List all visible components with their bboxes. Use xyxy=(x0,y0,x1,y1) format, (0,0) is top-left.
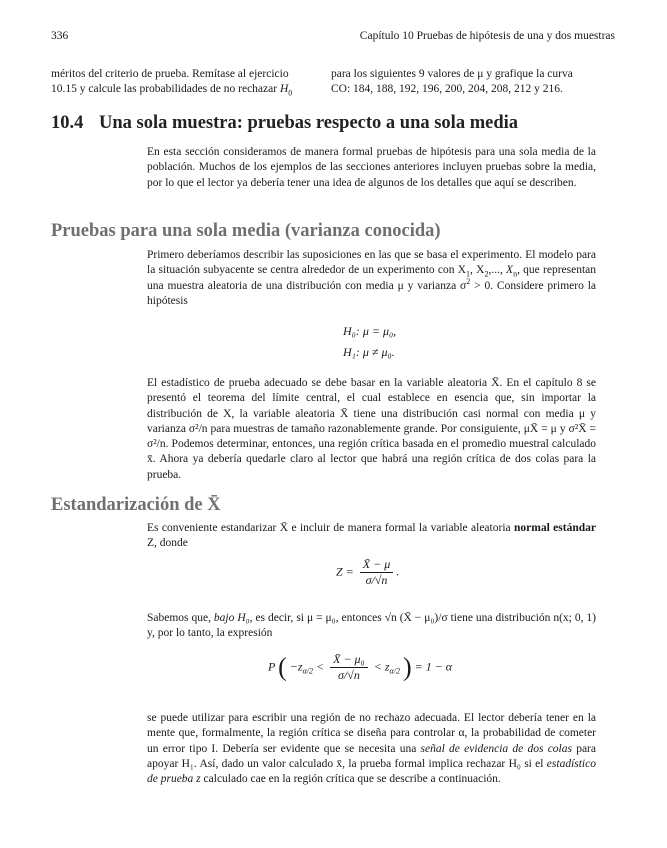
probability-equation: P ( $-z_{\alpha/2}$ < $\frac{\text{X̄ − μ₀}}{\sigma/√n}$ < $z_{\alpha/2}$ ) = 1 − α xyxy=(268,652,453,682)
text-run: calculado cae en la región crítica que se describe a continuación. xyxy=(200,773,501,786)
section-title xyxy=(51,113,518,134)
text-run: > 0. Considere primero la hipótesis xyxy=(147,279,596,307)
text-run: Sabemos que, xyxy=(147,612,214,624)
z-lhs: Z = xyxy=(336,564,354,579)
text-run: Primero deberíamos describir las suposiciones en las que se basa el experimento. El modelo para la situación subyacente se centra alrededor de un experimento con X xyxy=(147,249,596,277)
page-number: 336 xyxy=(51,30,69,42)
exercise-line xyxy=(51,82,321,97)
section-title-text: Una sola muestra: pruebas respecto a una sola media xyxy=(99,113,518,133)
text-run: para apoyar H₁. Así, dado un valor calculado x̄, la prueba formal implica rechazar H₀ si el xyxy=(147,742,596,770)
italic-term: señal de evidencia de dos colas xyxy=(420,742,572,755)
exercise-line-text: 10.15 y calcule las probabilidades de no rechazar xyxy=(51,83,278,95)
assumptions-paragraph: Primero deberíamos describir las suposiciones en las que se basa el experimento. El modelo para la situación subyacente se centra alrededor de un experimento con $X_1$, $X_2$,..., $X_n$, que representan una muestra aleatoria de una distribución con media μ y varianza $\sigma^2 > 0$. Considere primero la hipótesis xyxy=(147,249,597,307)
text-run: ,..., xyxy=(488,264,503,277)
exercise-text-left xyxy=(51,67,321,97)
alpha-sub: α/2 xyxy=(389,666,400,676)
p-fraction xyxy=(330,652,368,683)
text-run: se puede utilizar para escribir una región de no rechazo adecuada. El lector debería tener en la mente que, formalmente, la región crítica se diseña para controlar α, la probabilidad de cometer un error tipo I. Debería ser evidente que se necesita una xyxy=(147,712,596,755)
z-fraction xyxy=(360,557,393,588)
p-denominator: σ/√n xyxy=(338,668,360,682)
standardize-paragraph xyxy=(147,521,596,552)
alt-hypothesis-equation: H₁: μ ≠ μ₀. xyxy=(343,345,395,359)
italic-term: bajo H₀ xyxy=(213,612,250,624)
under-h0-paragraph xyxy=(147,611,596,642)
exercise-line: méritos del criterio de prueba. Remítase al ejercicio xyxy=(51,68,289,80)
alpha-sub: α/2 xyxy=(302,666,313,676)
chapter-heading: Capítulo 10 Pruebas de hipótesis de una y dos muestras xyxy=(359,30,615,42)
p-symbol: P xyxy=(268,659,276,674)
text-run: X xyxy=(506,264,514,277)
z-numerator: X̄ − μ xyxy=(360,557,393,573)
section-intro: En esta sección consideramos de manera formal pruebas de hipótesis para una sola media de la población. Muchos de los ejemplos de las secciones anteriores incluyen pruebas sobre la media, por lo que el lector ya debería tener una idea de algunos de los detalles que aquí se describen. xyxy=(147,146,596,189)
text-run: Es conveniente estandarizar X̄ e incluir de manera formal la variable aleatoria xyxy=(147,522,515,534)
exercise-text-right xyxy=(331,67,615,97)
h0-subscript: 0 xyxy=(288,88,293,98)
text-run: Z, donde xyxy=(147,537,188,550)
z-end: . xyxy=(396,564,400,579)
italic-term: estadístico de prueba z xyxy=(147,757,596,786)
h0-symbol: H xyxy=(279,83,289,95)
rejection-region-paragraph xyxy=(147,711,596,787)
bold-term: normal estándar xyxy=(514,522,596,534)
text-run: , es decir, si μ = μ₀, entonces √n (X̄ − μ₀)/σ tiene una distribución n(x; 0, 1) y, por lo tanto, la expresión xyxy=(147,612,596,640)
text-run: , que representan una muestra aleatoria de una distribución con media μ y varianza σ xyxy=(147,264,597,292)
exercise-line: CO: 184, 188, 192, 196, 200, 204, 208, 212 y 216. xyxy=(331,83,563,95)
test-statistic-paragraph: El estadístico de prueba adecuado se debe basar en la variable aleatoria X̄. En el capítulo 8 se presentó el teorema del límite central, el cual establece en esencia que, sin importar la distribución de X, la variable aleatoria X̄ tiene una distribución casi normal con media μ y varianza σ²/n para muestras de tamaño razonablemente grande. Por consiguiente, μX̄ = μ y σ²X̄ = σ²/n. Podemos determinar, entonces, una región crítica basada en el promedio muestral calculado x̄. Ahora ya debería quedarle claro al lector que habrá una región crítica de dos colas para la prueba. xyxy=(147,377,596,481)
p-rhs: = 1 − α xyxy=(414,659,453,674)
running-head xyxy=(51,30,615,46)
subsection-title-standardization: Estandarización de X̄ xyxy=(51,495,221,515)
null-hypothesis-equation: H₀: μ = μ₀, xyxy=(343,324,397,338)
section-number: 10.4 xyxy=(51,113,84,133)
z-equation xyxy=(336,557,399,588)
left-bound: −z xyxy=(289,659,303,674)
z-denominator: σ/√n xyxy=(365,573,388,587)
text-run: , X xyxy=(470,264,485,277)
exercise-line: para los siguientes 9 valores de μ y grafique la curva xyxy=(331,68,573,80)
subsection-title-known-variance: Pruebas para una sola media (varianza conocida) xyxy=(51,221,441,241)
p-numerator: X̄ − μ₀ xyxy=(330,652,368,668)
